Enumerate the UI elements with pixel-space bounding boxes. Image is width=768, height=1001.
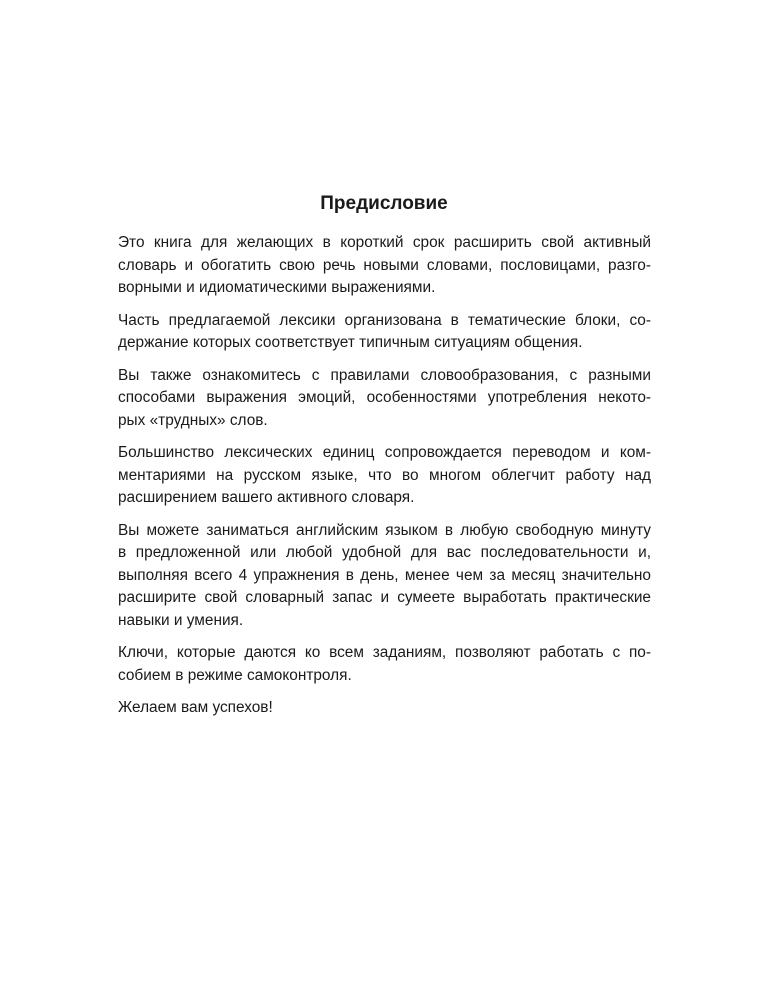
paragraph-7: [118, 697, 651, 720]
text-line: выполняя всего 4 упражнения в день, менее чем за месяц значительно: [118, 566, 651, 584]
paragraph-3: [118, 365, 651, 433]
text-line: словарь и обогатить свою речь новыми словами, пословицами, разго-: [118, 256, 651, 274]
paragraph-5: [118, 520, 651, 633]
text-line: Большинство лексических единиц сопровождается переводом и ком-: [118, 444, 651, 461]
text-line: ментариями на русском языке, что во многом облегчит работу над: [118, 466, 651, 484]
text-line: Это книга для желающих в короткий срок расширить свой активный: [118, 234, 651, 251]
text-line: Вы также ознакомитесь с правилами словообразования, с разными: [118, 366, 651, 384]
text-line: Желаем вам успехов!: [118, 699, 273, 716]
text-line: способами выражения эмоций, особенностями употребления некото-: [118, 389, 651, 406]
text-line: Вы можете заниматься английским языком в любую свободную минуту: [118, 521, 651, 539]
text-line: держание которых соответствует типичным ситуациям общения.: [118, 334, 583, 351]
paragraph-2: [118, 310, 651, 355]
paragraph-6: [118, 642, 651, 687]
text-line: Часть предлагаемой лексики организована в тематические блоки, со-: [118, 311, 651, 329]
text-line: ворными и идиоматическими выражениями.: [118, 279, 436, 296]
text-line: в предложенной или любой удобной для вас последовательности и,: [118, 544, 651, 561]
text-line: Ключи, которые даются ко всем заданиям, позволяют работать с по-: [118, 644, 651, 661]
paragraph-1: [118, 232, 651, 300]
text-line: расширением вашего активного словаря.: [118, 489, 415, 506]
body-text: [118, 232, 651, 730]
paragraph-4: [118, 442, 651, 510]
text-line: собием в режиме самоконтроля.: [118, 666, 352, 684]
text-line: рых «трудных» слов.: [118, 411, 268, 429]
text-line: расширите свой словарный запас и сумеете выработать практические: [118, 589, 651, 606]
text-line: навыки и умения.: [118, 611, 244, 629]
page-title: Предисловие: [320, 193, 448, 214]
